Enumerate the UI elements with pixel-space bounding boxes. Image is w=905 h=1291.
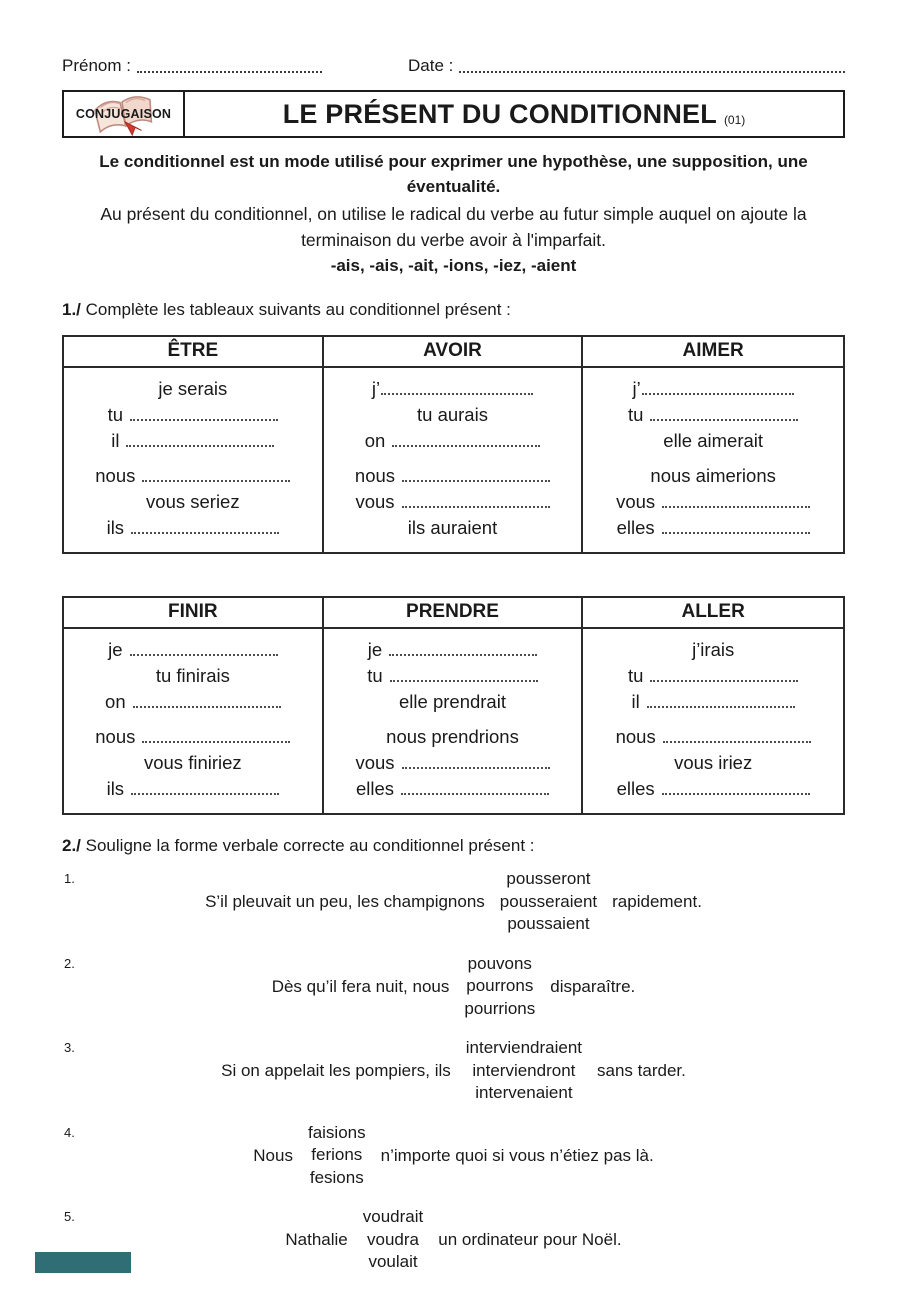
- worksheet-number: (01): [723, 113, 746, 127]
- conjugation-blank-line: [330, 376, 576, 402]
- exercise2-number: 2./: [62, 836, 81, 856]
- conjugation-blank-line: [589, 663, 837, 689]
- conjugation-blank-line: [589, 724, 837, 750]
- exercise2-item: [62, 953, 845, 1021]
- pronoun: tu: [367, 665, 383, 687]
- conjugation-blank-line: [589, 689, 837, 715]
- exercise2-item: [62, 1122, 845, 1190]
- conjugation-filled-line: ils auraient: [407, 517, 498, 539]
- answer-blank: [650, 680, 798, 682]
- footer-accent-bar: [35, 1252, 131, 1273]
- conjugation-blank-line: [330, 489, 576, 515]
- conjugation-filled-line: tu aurais: [417, 404, 488, 426]
- conjugation-table-1: [62, 335, 845, 554]
- sentence-before: Si on appelait les pompiers, ils: [221, 1061, 451, 1081]
- sentence-before: Nous: [253, 1145, 293, 1165]
- conjugation-blank-line: [70, 637, 316, 663]
- item-number: 5.: [64, 1209, 75, 1225]
- conjugation-blank-line: [589, 376, 837, 402]
- item-sentence: [205, 868, 702, 936]
- pronoun: vous: [355, 491, 395, 513]
- table-header-avoir: AVOIR: [324, 337, 584, 368]
- answer-blank: [130, 419, 278, 421]
- conjugation-table-2: [62, 596, 845, 815]
- lesson-intro: [62, 150, 845, 279]
- table-header-aimer: AIMER: [583, 337, 843, 368]
- sentence-before: Nathalie: [285, 1230, 348, 1250]
- pronoun: elles: [616, 517, 655, 539]
- sentence-before: S’il pleuvait un peu, les champignons: [205, 892, 485, 912]
- answer-blank: [142, 480, 290, 482]
- option-stack: [466, 1037, 582, 1105]
- answer-blank: [402, 506, 550, 508]
- pronoun: nous: [615, 726, 656, 748]
- exercise2-instruction: Souligne la forme verbale correcte au conditionnel présent :: [85, 836, 535, 856]
- conjugation-blank-line: [330, 750, 576, 776]
- answer-blank: [402, 480, 550, 482]
- exercise2-items: [62, 868, 845, 1274]
- conjugation-filled-line: elle aimerait: [663, 430, 764, 452]
- pronoun: elles: [616, 778, 655, 800]
- answer-blank: [662, 793, 810, 795]
- verb-option: pourrions: [464, 998, 536, 1018]
- sentence-after: sans tarder.: [597, 1061, 686, 1081]
- table-header-être: ÊTRE: [64, 337, 324, 368]
- verb-option: interviendront: [472, 1060, 576, 1080]
- answer-blank: [133, 706, 281, 708]
- item-number: 4.: [64, 1124, 75, 1140]
- category-cell: [64, 92, 185, 136]
- conjugation-filled-line: vous iriez: [674, 752, 753, 774]
- conjugation-blank-line: [70, 776, 316, 802]
- verb-option: fesions: [309, 1167, 364, 1187]
- pronoun: nous: [95, 726, 136, 748]
- answer-blank: [390, 680, 538, 682]
- verb-option: interviendraient: [465, 1038, 583, 1058]
- identity-row: [62, 56, 845, 76]
- pronoun: vous: [616, 491, 656, 513]
- pronoun: il: [111, 430, 120, 452]
- verb-option: voudrait: [362, 1207, 424, 1227]
- table-spacer: [62, 554, 845, 581]
- prenom-blank-line: [137, 71, 322, 73]
- pronoun: on: [105, 691, 126, 713]
- pronoun: j’: [632, 378, 641, 400]
- conjugation-blank-line: [330, 637, 576, 663]
- page-title: LE PRÉSENT DU CONDITIONNEL: [282, 98, 717, 129]
- pronoun: tu: [107, 404, 124, 426]
- answer-blank: [647, 706, 795, 708]
- pronoun: tu: [627, 404, 644, 426]
- pronoun: elles: [355, 778, 395, 800]
- conjugation-filled-line: tu finirais: [155, 665, 230, 687]
- conjugation-blank-line: [330, 463, 576, 489]
- conjugation-filled-line: elle prendrait: [399, 691, 506, 713]
- sentence-after: n’importe quoi si vous n’étiez pas là.: [380, 1145, 654, 1165]
- pronoun: nous: [95, 465, 136, 487]
- item-sentence: [285, 1206, 621, 1274]
- answer-blank: [401, 793, 549, 795]
- pronoun: ils: [106, 778, 125, 800]
- item-number: 2.: [64, 955, 75, 971]
- conjugation-column: [324, 629, 584, 813]
- verb-option: pourrons: [466, 976, 534, 996]
- exercise2-item: [62, 868, 845, 936]
- table-header-prendre: PRENDRE: [324, 598, 584, 629]
- verb-option: faisions: [307, 1122, 366, 1142]
- prenom-group: [62, 56, 322, 76]
- title-box: [62, 90, 845, 138]
- answer-blank: [662, 532, 810, 534]
- sentence-before: Dès qu’il fera nuit, nous: [271, 976, 450, 996]
- item-sentence: [272, 953, 636, 1021]
- date-group: [408, 56, 845, 76]
- conjugation-blank-line: [70, 724, 316, 750]
- date-blank-line: [459, 71, 845, 73]
- table-header-aller: ALLER: [583, 598, 843, 629]
- answer-blank: [392, 445, 540, 447]
- pronoun: je: [108, 639, 123, 661]
- verb-option: pousseront: [506, 869, 591, 889]
- conjugation-filled-line: vous finiriez: [143, 752, 242, 774]
- pronoun: on: [364, 430, 386, 452]
- answer-blank: [650, 419, 798, 421]
- exercise2-heading: [62, 836, 845, 856]
- option-stack: [363, 1206, 423, 1274]
- pronoun: j’: [371, 378, 381, 400]
- answer-blank: [142, 741, 290, 743]
- conjugation-filled-line: j’irais: [692, 639, 735, 661]
- conjugation-blank-line: [330, 776, 576, 802]
- conjugation-blank-line: [330, 663, 576, 689]
- verb-option: pousseraient: [499, 891, 598, 911]
- item-number: 1.: [64, 871, 75, 887]
- pronoun: il: [631, 691, 640, 713]
- answer-blank: [131, 793, 279, 795]
- verb-option: voulait: [368, 1252, 418, 1272]
- option-stack: [308, 1122, 366, 1190]
- exercise2-item: [62, 1206, 845, 1274]
- sentence-after: rapidement.: [612, 892, 702, 912]
- verb-option: voudra: [367, 1229, 419, 1249]
- pronoun: vous: [355, 752, 395, 774]
- conjugation-filled-line: vous seriez: [146, 491, 240, 513]
- lesson-rule: Le conditionnel est un mode utilisé pour exprimer une hypothèse, une supposition, une éventualité.: [99, 152, 808, 196]
- conjugation-blank-line: [70, 428, 316, 454]
- option-stack: [464, 953, 535, 1021]
- worksheet-page: [62, 56, 845, 1291]
- conjugation-filled-line: nous aimerions: [650, 465, 776, 487]
- pronoun: ils: [106, 517, 125, 539]
- exercise1-instruction: Complète les tableaux suivants au conditionnel présent :: [85, 300, 511, 320]
- exercise1-number: 1./: [62, 300, 81, 320]
- answer-blank: [130, 654, 278, 656]
- answer-blank: [381, 393, 533, 395]
- conjugation-column: [64, 368, 324, 552]
- conjugation-column: [583, 368, 843, 552]
- answer-blank: [126, 445, 274, 447]
- conjugation-column: [324, 368, 584, 552]
- title-cell: [185, 92, 843, 136]
- pronoun: tu: [627, 665, 644, 687]
- prenom-label: Prénom :: [62, 56, 131, 75]
- conjugation-blank-line: [70, 689, 316, 715]
- conjugation-blank-line: [70, 402, 316, 428]
- verb-option: intervenaient: [475, 1083, 573, 1103]
- verb-option: ferions: [311, 1145, 363, 1165]
- answer-blank: [402, 767, 550, 769]
- answer-blank: [389, 654, 537, 656]
- conjugation-blank-line: [70, 515, 316, 541]
- item-number: 3.: [64, 1040, 75, 1056]
- pronoun: je: [367, 639, 383, 661]
- item-sentence: [221, 1037, 686, 1105]
- conjugation-filled-line: je serais: [158, 378, 228, 400]
- conjugation-column: [583, 629, 843, 813]
- conjugation-blank-line: [589, 776, 837, 802]
- answer-blank: [662, 506, 810, 508]
- conjugation-column: [64, 629, 324, 813]
- lesson-endings: -ais, -ais, -ait, -ions, -iez, -aient: [330, 256, 577, 276]
- verb-option: pouvons: [467, 953, 532, 973]
- table-header-finir: FINIR: [64, 598, 324, 629]
- verb-option: poussaient: [507, 914, 590, 934]
- conjugation-blank-line: [589, 515, 837, 541]
- exercise2-item: [62, 1037, 845, 1105]
- conjugation-blank-line: [70, 463, 316, 489]
- answer-blank: [663, 741, 811, 743]
- sentence-after: un ordinateur pour Noël.: [438, 1230, 622, 1250]
- answer-blank: [131, 532, 279, 534]
- date-label: Date :: [407, 56, 454, 75]
- answer-blank: [642, 393, 794, 395]
- sentence-after: disparaître.: [550, 976, 636, 996]
- conjugation-blank-line: [589, 402, 837, 428]
- lesson-explanation: Au présent du conditionnel, on utilise le radical du verbe au futur simple auquel on ajoute la terminaison du verbe avoir à l'imparfait.: [100, 203, 807, 250]
- option-stack: [500, 868, 597, 936]
- pronoun: nous: [354, 465, 396, 487]
- conjugation-blank-line: [589, 489, 837, 515]
- item-sentence: [253, 1122, 653, 1190]
- conjugation-blank-line: [330, 428, 576, 454]
- category-label: CONJUGAISON: [75, 107, 172, 121]
- exercise1-heading: [62, 300, 845, 320]
- conjugation-filled-line: nous prendrions: [386, 726, 519, 748]
